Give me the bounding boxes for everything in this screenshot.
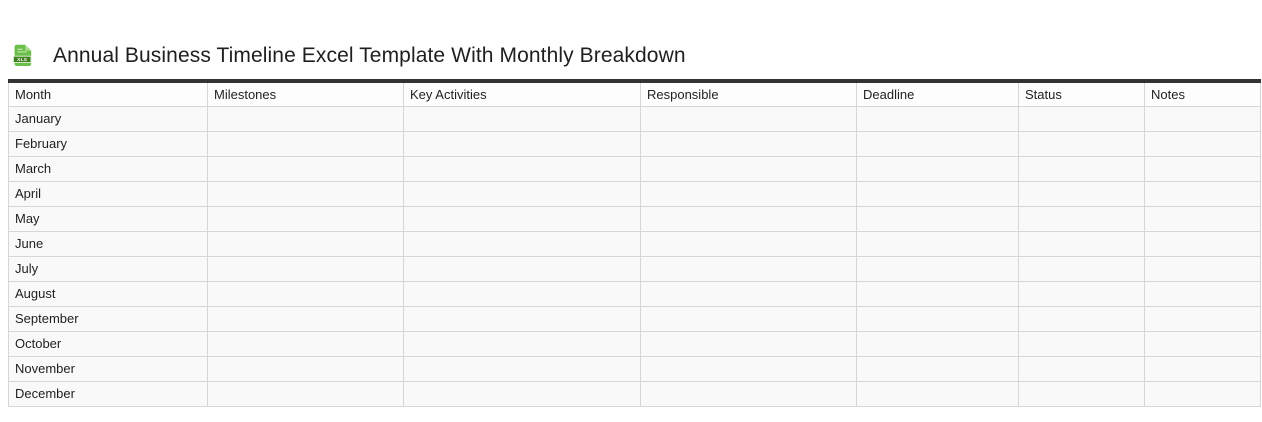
milestones-cell — [208, 231, 404, 256]
notes-cell — [1145, 156, 1261, 181]
month-cell: June — [9, 231, 208, 256]
milestones-cell — [208, 256, 404, 281]
table-row-august — [9, 281, 1261, 306]
status-cell — [1019, 106, 1145, 131]
notes-cell — [1145, 356, 1261, 381]
table-row-november — [9, 356, 1261, 381]
column-header-month: Month — [9, 81, 208, 106]
deadline-cell — [857, 231, 1019, 256]
table-row-december — [9, 381, 1261, 406]
column-header-key-activities: Key Activities — [404, 81, 641, 106]
deadline-cell — [857, 306, 1019, 331]
notes-cell — [1145, 206, 1261, 231]
milestones-cell — [208, 206, 404, 231]
deadline-cell — [857, 281, 1019, 306]
deadline-cell — [857, 381, 1019, 406]
column-header-notes: Notes — [1145, 81, 1261, 106]
deadline-cell — [857, 106, 1019, 131]
table-row-april — [9, 181, 1261, 206]
deadline-cell — [857, 256, 1019, 281]
responsible-cell — [641, 206, 857, 231]
status-cell — [1019, 256, 1145, 281]
table-row-july — [9, 256, 1261, 281]
deadline-cell — [857, 131, 1019, 156]
month-cell: March — [9, 156, 208, 181]
month-cell: September — [9, 306, 208, 331]
notes-cell — [1145, 256, 1261, 281]
responsible-cell — [641, 131, 857, 156]
notes-cell — [1145, 181, 1261, 206]
status-cell — [1019, 331, 1145, 356]
responsible-cell — [641, 331, 857, 356]
milestones-cell — [208, 331, 404, 356]
deadline-cell — [857, 331, 1019, 356]
responsible-cell — [641, 106, 857, 131]
milestones-cell — [208, 181, 404, 206]
key-activities-cell — [404, 281, 641, 306]
status-cell — [1019, 306, 1145, 331]
key-activities-cell — [404, 381, 641, 406]
milestones-cell — [208, 306, 404, 331]
responsible-cell — [641, 256, 857, 281]
month-cell: July — [9, 256, 208, 281]
notes-cell — [1145, 331, 1261, 356]
page-header — [0, 0, 1262, 79]
status-cell — [1019, 356, 1145, 381]
key-activities-cell — [404, 206, 641, 231]
table-row-september — [9, 306, 1261, 331]
responsible-cell — [641, 231, 857, 256]
deadline-cell — [857, 206, 1019, 231]
key-activities-cell — [404, 131, 641, 156]
column-header-milestones: Milestones — [208, 81, 404, 106]
milestones-cell — [208, 281, 404, 306]
status-cell — [1019, 231, 1145, 256]
column-header-status: Status — [1019, 81, 1145, 106]
column-header-deadline: Deadline — [857, 81, 1019, 106]
status-cell — [1019, 281, 1145, 306]
table-row-february — [9, 131, 1261, 156]
month-cell: November — [9, 356, 208, 381]
deadline-cell — [857, 181, 1019, 206]
key-activities-cell — [404, 156, 641, 181]
responsible-cell — [641, 306, 857, 331]
xls-icon-label: XLS — [17, 58, 28, 64]
key-activities-cell — [404, 356, 641, 381]
month-cell: October — [9, 331, 208, 356]
responsible-cell — [641, 181, 857, 206]
key-activities-cell — [404, 106, 641, 131]
month-cell: May — [9, 206, 208, 231]
responsible-cell — [641, 281, 857, 306]
status-cell — [1019, 206, 1145, 231]
responsible-cell — [641, 156, 857, 181]
deadline-cell — [857, 156, 1019, 181]
milestones-cell — [208, 131, 404, 156]
column-header-responsible: Responsible — [641, 81, 857, 106]
timeline-table-body — [9, 106, 1261, 406]
month-cell: January — [9, 106, 208, 131]
responsible-cell — [641, 381, 857, 406]
key-activities-cell — [404, 331, 641, 356]
timeline-table — [8, 79, 1261, 407]
table-row-october — [9, 331, 1261, 356]
key-activities-cell — [404, 306, 641, 331]
status-cell — [1019, 381, 1145, 406]
notes-cell — [1145, 131, 1261, 156]
milestones-cell — [208, 106, 404, 131]
table-row-june — [9, 231, 1261, 256]
notes-cell — [1145, 106, 1261, 131]
status-cell — [1019, 156, 1145, 181]
milestones-cell — [208, 156, 404, 181]
deadline-cell — [857, 356, 1019, 381]
notes-cell — [1145, 281, 1261, 306]
page-title: Annual Business Timeline Excel Template With Monthly Breakdown — [53, 43, 686, 67]
month-cell: February — [9, 131, 208, 156]
milestones-cell — [208, 381, 404, 406]
table-row-january — [9, 106, 1261, 131]
table-row-march — [9, 156, 1261, 181]
month-cell: August — [9, 281, 208, 306]
notes-cell — [1145, 231, 1261, 256]
responsible-cell — [641, 356, 857, 381]
key-activities-cell — [404, 231, 641, 256]
status-cell — [1019, 131, 1145, 156]
header-row — [9, 81, 1261, 106]
notes-cell — [1145, 306, 1261, 331]
key-activities-cell — [404, 256, 641, 281]
month-cell: December — [9, 381, 208, 406]
milestones-cell — [208, 356, 404, 381]
notes-cell — [1145, 381, 1261, 406]
table-row-may — [9, 206, 1261, 231]
xls-file-icon — [12, 44, 34, 67]
month-cell: April — [9, 181, 208, 206]
key-activities-cell — [404, 181, 641, 206]
status-cell — [1019, 181, 1145, 206]
